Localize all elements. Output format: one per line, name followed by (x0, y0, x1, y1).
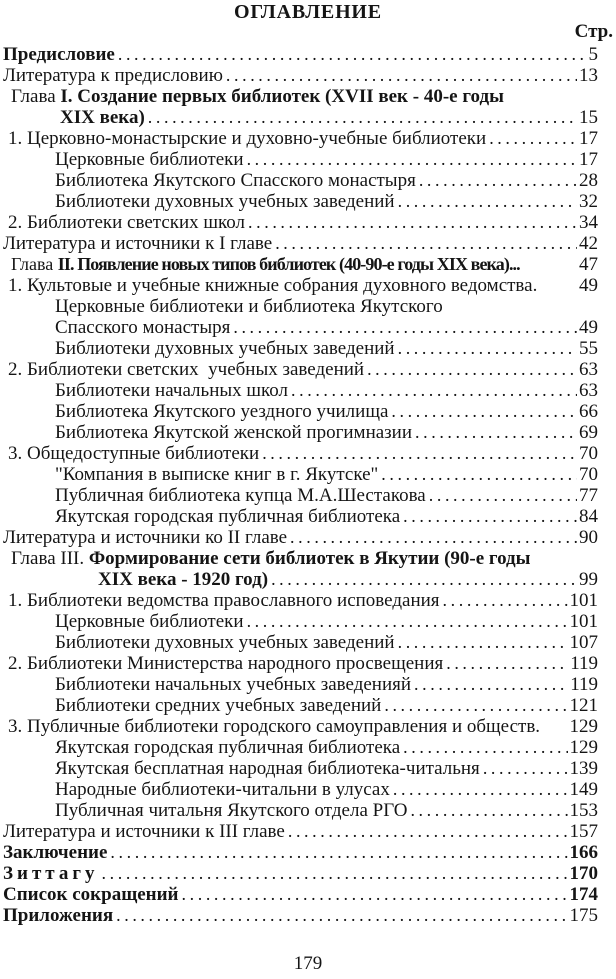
dot-leader (398, 632, 568, 653)
toc-row (3, 905, 598, 926)
toc-row (3, 779, 598, 800)
toc-row (3, 275, 598, 296)
dot-leader (381, 464, 577, 485)
toc-entry-label: 1. Библиотеки ведомства православного исповедания (8, 590, 440, 611)
toc-row (3, 107, 598, 128)
toc-entry-label: II. Появление новых типов библиотек (40-90-е годы ХIХ века)... (57, 254, 520, 274)
toc-row (3, 296, 598, 317)
toc-entry-page: 166 (569, 842, 598, 863)
toc-entry-label: Якутская бесплатная народная библиотека-читальня (55, 758, 480, 779)
toc-entry-page: 99 (579, 569, 598, 590)
toc-entry-page: 15 (579, 107, 598, 128)
toc-entry-label: Библиотека Якутской женской прогимназии (55, 422, 413, 443)
page-column-label: Стр. (574, 21, 613, 42)
toc-entry-page: 153 (569, 800, 598, 821)
toc-row (3, 212, 598, 233)
toc-row (3, 569, 598, 590)
dot-leader (182, 884, 568, 905)
toc-row (3, 401, 598, 422)
toc-row (3, 548, 598, 569)
toc-entry-label: Формирование сети библиотек в Якутии (90-е годы (88, 548, 531, 569)
toc-entry-prefix: Глава III. (11, 548, 89, 569)
toc-entry-label: Библиотеки духовных учебных заведений (55, 338, 395, 359)
toc-row (3, 737, 598, 758)
dot-leader (446, 653, 568, 674)
toc-entry-label: Якутская городская публичная библиотека (55, 506, 401, 527)
dot-leader (290, 527, 577, 548)
toc-entry-label: Заключение (3, 842, 108, 863)
dot-leader (489, 128, 577, 149)
page-folio: 179 (293, 953, 323, 974)
toc-entry-page: 69 (579, 422, 598, 443)
toc-entry-page: 32 (579, 191, 598, 212)
toc-entry-label: Церковные библиотеки (55, 149, 244, 170)
toc-entry-label: Якутская городская публичная библиотека (55, 737, 401, 758)
dot-leader (262, 443, 577, 464)
dot-leader (398, 338, 577, 359)
toc-entry-page: 55 (579, 338, 598, 359)
dot-leader (247, 149, 577, 170)
toc-row (3, 653, 598, 674)
toc-entry-prefix: Глава (11, 254, 58, 274)
toc-entry-page: 101 (569, 590, 598, 611)
toc-row (3, 191, 598, 212)
toc-entry-label: Церковные библиотеки и библиотека Якутского (55, 296, 443, 317)
toc-entry-label: Приложения (3, 905, 114, 926)
dot-leader (248, 212, 577, 233)
dot-leader (443, 590, 568, 611)
toc-row (3, 485, 598, 506)
toc-entry-page: 70 (579, 443, 598, 464)
toc-entry-label: Зиттагу (3, 863, 99, 884)
toc-entry-page: 174 (569, 884, 598, 905)
toc-entry-page: 175 (569, 905, 598, 926)
toc-entry-label: ХIХ века) (60, 107, 145, 128)
toc-row (3, 863, 598, 884)
toc-row (3, 317, 598, 338)
toc-row (3, 128, 598, 149)
dot-leader (275, 233, 577, 254)
dot-leader (483, 758, 568, 779)
toc-row (3, 443, 598, 464)
toc-entry-label: Литература и источники к III главе (3, 821, 285, 842)
dot-leader (367, 359, 577, 380)
toc-entry-page: 149 (569, 779, 598, 800)
toc-row (3, 170, 598, 191)
toc-entry-page: 66 (579, 401, 598, 422)
toc-entry-label: Публичная библиотека купца М.А.Шестакова (55, 485, 426, 506)
toc-entry-label: "Компания в выписке книг в г. Якутске" (55, 464, 379, 485)
dot-leader (415, 422, 577, 443)
toc-entry-page: 157 (569, 821, 598, 842)
toc-entry-page: 63 (579, 359, 598, 380)
dot-leader (110, 842, 567, 863)
dot-leader (403, 737, 567, 758)
toc-entry-page: 119 (570, 653, 598, 674)
toc-row (3, 674, 598, 695)
toc-entry-page: 101 (569, 611, 598, 632)
toc-entry-label: 2. Библиотеки светских школ (8, 212, 246, 233)
toc-row (3, 821, 598, 842)
toc-entry-page: 129 (569, 737, 598, 758)
toc-row (3, 611, 598, 632)
dot-leader (429, 485, 577, 506)
toc-list (3, 44, 598, 926)
dot-leader (247, 611, 568, 632)
toc-entry-label: Литература к предисловию (3, 65, 223, 86)
toc-row (3, 380, 598, 401)
toc-entry-label: I. Создание первых библиотек (XVII век - 40-е годы (60, 86, 504, 107)
toc-entry-label: Литература и источники ко II главе (3, 527, 288, 548)
toc-entry-page: 5 (588, 44, 598, 65)
dot-leader (391, 401, 577, 422)
toc-entry-prefix: Глава (11, 86, 61, 107)
toc-entry-label: 2. Библиотеки Министерства народного просвещения (8, 653, 444, 674)
toc-entry-page: 17 (579, 149, 598, 170)
toc-row (3, 632, 598, 653)
toc-row (3, 716, 598, 737)
toc-entry-label: Библиотеки средних учебных заведений (55, 695, 382, 716)
toc-entry-label: 1. Культовые и учебные книжные собрания духовного ведомства. (8, 275, 538, 296)
toc-entry-label: 2. Библиотеки светских учебных заведений (8, 359, 365, 380)
toc-entry-page: 121 (569, 695, 598, 716)
page-title: ОГЛАВЛЕНИЕ (234, 1, 382, 23)
toc-row (3, 254, 598, 275)
toc-row (3, 65, 598, 86)
toc-entry-label: Народные библиотеки-читальни в улусах (55, 779, 390, 800)
toc-entry-page: 119 (570, 674, 598, 695)
dot-leader (271, 569, 577, 590)
toc-entry-page: 49 (579, 317, 598, 338)
dot-leader (384, 695, 567, 716)
toc-entry-page: 34 (579, 212, 598, 233)
toc-row (3, 800, 598, 821)
toc-entry-page: 17 (579, 128, 598, 149)
toc-row (3, 464, 598, 485)
toc-entry-page: 90 (579, 527, 598, 548)
toc-entry-label: Публичная читальня Якутского отдела РГО (55, 800, 408, 821)
dot-leader (414, 674, 568, 695)
toc-row (3, 86, 598, 107)
dot-leader (393, 779, 568, 800)
toc-entry-label: Предисловие (3, 44, 115, 65)
toc-entry-label: Список сокращений (3, 884, 179, 905)
toc-entry-label: 3. Публичные библиотеки городского самоуправления и обществ. (8, 716, 541, 737)
toc-entry-page: 42 (579, 233, 598, 254)
dot-leader (148, 107, 577, 128)
dot-leader (398, 191, 577, 212)
toc-entry-label: Библиотека Якутского уездного училища (55, 401, 389, 422)
toc-entry-label: 3. Общедоступные библиотеки (8, 443, 260, 464)
toc-entry-page: 129 (569, 716, 598, 737)
toc-entry-label: Спасского монастыря (55, 317, 231, 338)
toc-entry-label: Библиотека Якутского Спасского монастыря (55, 170, 416, 191)
toc-entry-label: Библиотеки начальных школ (55, 380, 289, 401)
toc-row (3, 590, 598, 611)
toc-entry-label: ХIХ века - 1920 год) (98, 569, 269, 590)
toc-entry-label: 1. Церковно-монастырские и духовно-учебные библиотеки (8, 128, 487, 149)
dot-leader (291, 380, 577, 401)
toc-row (3, 359, 598, 380)
dot-leader (410, 800, 567, 821)
toc-entry-page: 84 (579, 506, 598, 527)
dot-leader (226, 65, 577, 86)
toc-row (3, 422, 598, 443)
toc-row (3, 758, 598, 779)
toc-row (3, 149, 598, 170)
toc-entry-page: 77 (579, 485, 598, 506)
toc-entry-page: 49 (579, 275, 598, 296)
toc-entry-page: 47 (579, 254, 598, 275)
dot-leader (116, 905, 567, 926)
toc-row (3, 842, 598, 863)
toc-entry-label: Церковные библиотеки (55, 611, 244, 632)
toc-row (3, 527, 598, 548)
dot-leader (233, 317, 577, 338)
toc-entry-page: 63 (579, 380, 598, 401)
toc-entry-page: 139 (569, 758, 598, 779)
toc-entry-page: 107 (569, 632, 598, 653)
toc-row (3, 338, 598, 359)
toc-entry-label: Библиотеки духовных учебных заведений (55, 632, 395, 653)
toc-entry-page: 13 (579, 65, 598, 86)
dot-leader (118, 44, 587, 65)
toc-entry-label: Библиотеки духовных учебных заведений (55, 191, 395, 212)
toc-row (3, 44, 598, 65)
dot-leader (419, 170, 577, 191)
dot-leader (102, 863, 568, 884)
toc-entry-page: 28 (579, 170, 598, 191)
toc-entry-label: Литература и источники к I главе (3, 233, 273, 254)
toc-row (3, 506, 598, 527)
toc-entry-page: 70 (579, 464, 598, 485)
dot-leader (403, 506, 577, 527)
toc-row (3, 884, 598, 905)
dot-leader (288, 821, 568, 842)
toc-row (3, 233, 598, 254)
toc-row (3, 695, 598, 716)
toc-entry-label: Библиотеки начальных учебных заведенияй (55, 674, 412, 695)
toc-entry-page: 170 (569, 863, 598, 884)
